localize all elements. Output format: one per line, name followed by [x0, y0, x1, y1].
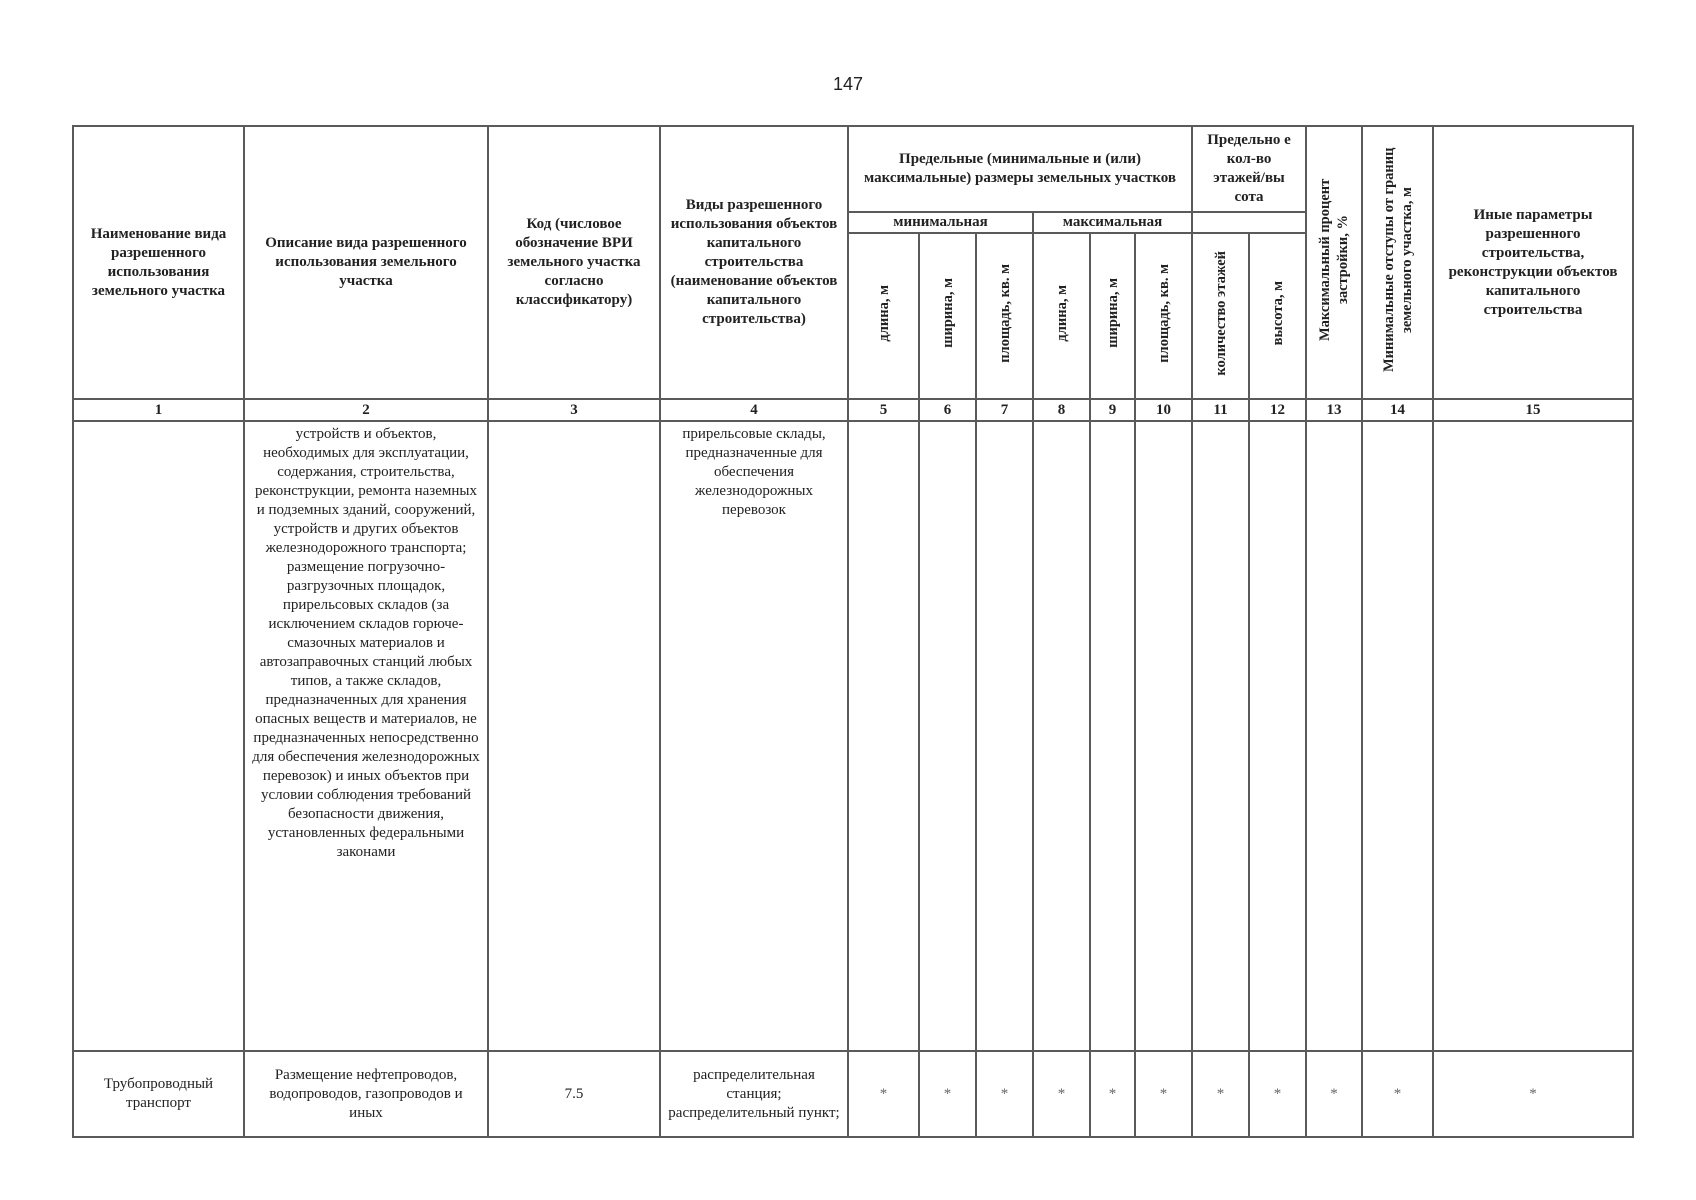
header-col5 — [848, 233, 919, 399]
column-number: 3 — [488, 399, 660, 421]
column-number: 6 — [919, 399, 976, 421]
header-group-sizes: Предельные (минимальные и (или) максимальные) размеры земельных участков — [848, 126, 1192, 212]
header-col11 — [1192, 233, 1249, 399]
column-number: 15 — [1433, 399, 1633, 421]
column-number: 12 — [1249, 399, 1306, 421]
header-col6-text: ширина, м — [939, 278, 956, 348]
cell-empty — [1249, 421, 1306, 1051]
header-col11-text: количество этажей — [1212, 250, 1229, 376]
cell-dash: * — [1433, 1051, 1633, 1137]
header-col13 — [1306, 126, 1362, 399]
cell-empty — [1135, 421, 1192, 1051]
header-col13-text: Максимальный процент застройки, % — [1317, 178, 1352, 341]
header-group-max: максимальная — [1033, 212, 1192, 233]
column-number: 13 — [1306, 399, 1362, 421]
header-group-min: минимальная — [848, 212, 1033, 233]
header-col14-text: Минимальные отступы от границ земельного участка, м — [1380, 147, 1415, 372]
header-col12-text: высота, м — [1269, 280, 1286, 346]
cell-objects: прирельсовые склады, предназначенные для обеспечения железнодорожных перевозок — [660, 421, 848, 1051]
column-number: 1 — [73, 399, 244, 421]
column-number: 4 — [660, 399, 848, 421]
header-group-floors: Предельно е кол-во этажей/вы сота — [1192, 126, 1306, 212]
header-col3: Код (числовое обозначение ВРИ земельного участка согласно классификатору) — [488, 126, 660, 399]
header-col5-text: длина, м — [875, 284, 892, 342]
cell-empty — [848, 421, 919, 1051]
header-col10 — [1135, 233, 1192, 399]
cell-dash: * — [976, 1051, 1033, 1137]
cell-dash: * — [1306, 1051, 1362, 1137]
header-col7-text: площадь, кв. м — [996, 263, 1013, 363]
cell-empty — [919, 421, 976, 1051]
cell-code: 7.5 — [488, 1051, 660, 1137]
column-number: 14 — [1362, 399, 1433, 421]
page-number: 147 — [832, 74, 864, 94]
regulations-table — [72, 125, 1634, 1138]
header-col9 — [1090, 233, 1135, 399]
header-col9-text: ширина, м — [1104, 278, 1121, 348]
column-number: 9 — [1090, 399, 1135, 421]
cell-empty — [976, 421, 1033, 1051]
cell-empty — [1362, 421, 1433, 1051]
cell-empty — [1306, 421, 1362, 1051]
header-col15: Иные параметры разрешенного строительства, реконструкции объектов капитального строительства — [1433, 126, 1633, 399]
cell-dash: * — [1192, 1051, 1249, 1137]
table-row — [73, 421, 1633, 1051]
cell-dash: * — [919, 1051, 976, 1137]
column-number: 8 — [1033, 399, 1090, 421]
header-col8 — [1033, 233, 1090, 399]
cell-description: устройств и объектов, необходимых для эксплуатации, содержания, строительства, реконструкции, ремонта наземных и подземных зданий, сооружений, устройств и других объектов железнодорожного транспорта; размещение погрузочно-разгрузочных площадок, прирельсовых складов (за исключением складов горюче-смазочных материалов и автозаправочных станций любых типов, а также складов, предназначенных для хранения опасных веществ и материалов, не предназначенных непосредственно для обеспечения железнодорожных перевозок) и иных объектов при условии соблюдения требований безопасности движения, установленных федеральными законами — [244, 421, 488, 1051]
column-number: 5 — [848, 399, 919, 421]
cell-dash: * — [848, 1051, 919, 1137]
header-col6 — [919, 233, 976, 399]
cell-empty — [1090, 421, 1135, 1051]
header-col4: Виды разрешенного использования объектов капитального строительства (наименование объектов капитального строительства) — [660, 126, 848, 399]
header-col8-text: длина, м — [1053, 284, 1070, 342]
cell-code — [488, 421, 660, 1051]
header-col10-text: площадь, кв. м — [1155, 263, 1172, 363]
cell-name: Трубопроводный транспорт — [73, 1051, 244, 1137]
header-col1: Наименование вида разрешенного использования земельного участка — [73, 126, 244, 399]
header-col7 — [976, 233, 1033, 399]
cell-dash: * — [1249, 1051, 1306, 1137]
column-number: 7 — [976, 399, 1033, 421]
header-col12 — [1249, 233, 1306, 399]
column-number: 2 — [244, 399, 488, 421]
cell-name — [73, 421, 244, 1051]
cell-objects: распределительная станция; распределительный пункт; — [660, 1051, 848, 1137]
column-number-row — [73, 399, 1633, 421]
column-number: 11 — [1192, 399, 1249, 421]
cell-dash: * — [1362, 1051, 1433, 1137]
cell-description: Размещение нефтепроводов, водопроводов, газопроводов и иных — [244, 1051, 488, 1137]
header-col2: Описание вида разрешенного использования земельного участка — [244, 126, 488, 399]
cell-empty — [1033, 421, 1090, 1051]
cell-empty — [1192, 421, 1249, 1051]
table-row — [73, 1051, 1633, 1137]
cell-dash: * — [1135, 1051, 1192, 1137]
cell-dash: * — [1090, 1051, 1135, 1137]
column-number: 10 — [1135, 399, 1192, 421]
cell-dash: * — [1033, 1051, 1090, 1137]
cell-empty — [1433, 421, 1633, 1051]
header-col14 — [1362, 126, 1433, 399]
